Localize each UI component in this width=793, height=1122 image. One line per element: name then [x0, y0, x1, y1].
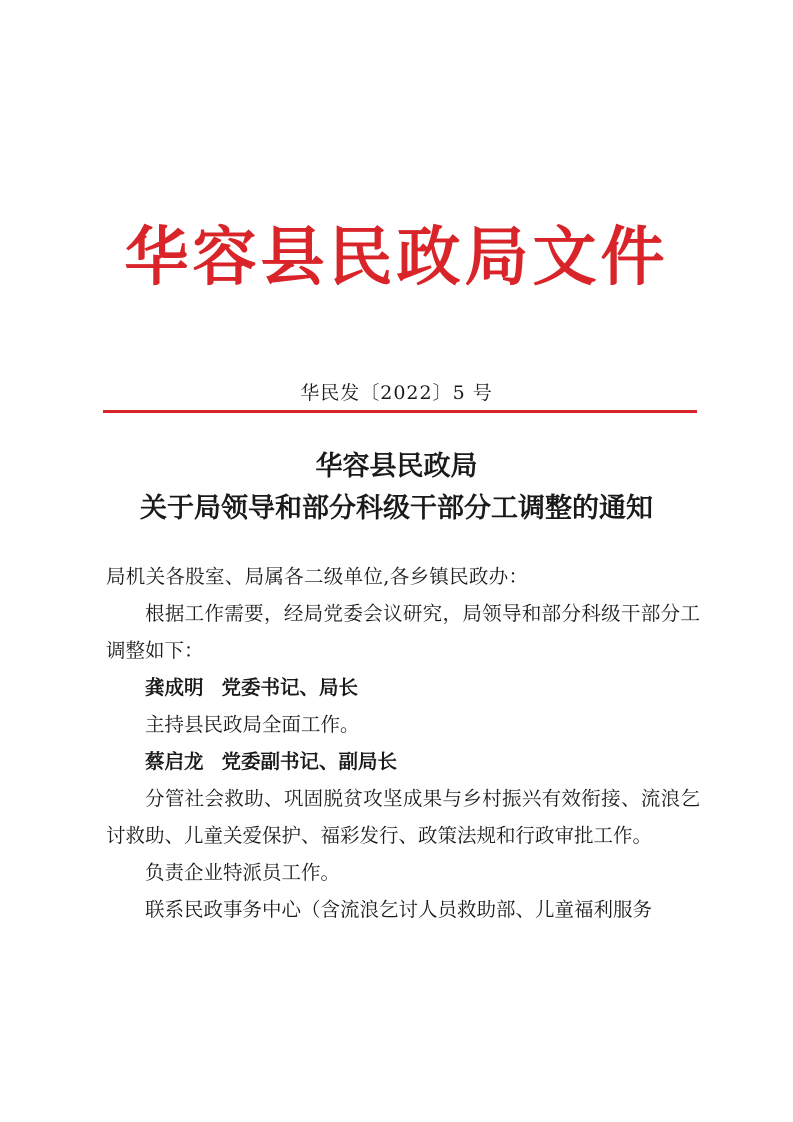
duty-paragraph: 负责企业特派员工作。 — [145, 861, 341, 884]
duty-paragraph: 联系民政事务中心（含流浪乞讨人员救助部、儿童福利服务 — [145, 898, 653, 921]
red-divider-line — [103, 410, 697, 413]
document-number: 华民发〔2022〕5 号 — [300, 382, 493, 404]
document-header: 华容县民政局文件 — [124, 221, 669, 295]
notice-title — [0, 446, 793, 530]
document-body — [106, 558, 700, 928]
duty-paragraph: 分管社会救助、巩固脱贫攻坚成果与乡村振兴有效衔接、流浪乞讨救助、儿童关爱保护、福彩发行、政策法规和行政审批工作。 — [106, 787, 700, 847]
intro-paragraph: 根据工作需要，经局党委会议研究，局领导和部分科级干部分工调整如下： — [106, 602, 700, 662]
title-line-1: 华容县民政局 — [315, 451, 478, 482]
person-name: 龚成明 — [145, 676, 204, 699]
person-heading — [106, 743, 700, 780]
person-role: 党委书记、局长 — [221, 676, 359, 699]
title-line-2: 关于局领导和部分科级干部分工调整的通知 — [140, 493, 653, 524]
person-heading — [106, 669, 700, 706]
duty-paragraph: 主持县民政局全面工作。 — [145, 713, 360, 736]
person-name: 蔡启龙 — [145, 750, 204, 773]
person-role: 党委副书记、副局长 — [221, 750, 398, 773]
recipient-line: 局机关各股室、局属各二级单位,各乡镇民政办： — [106, 565, 529, 588]
